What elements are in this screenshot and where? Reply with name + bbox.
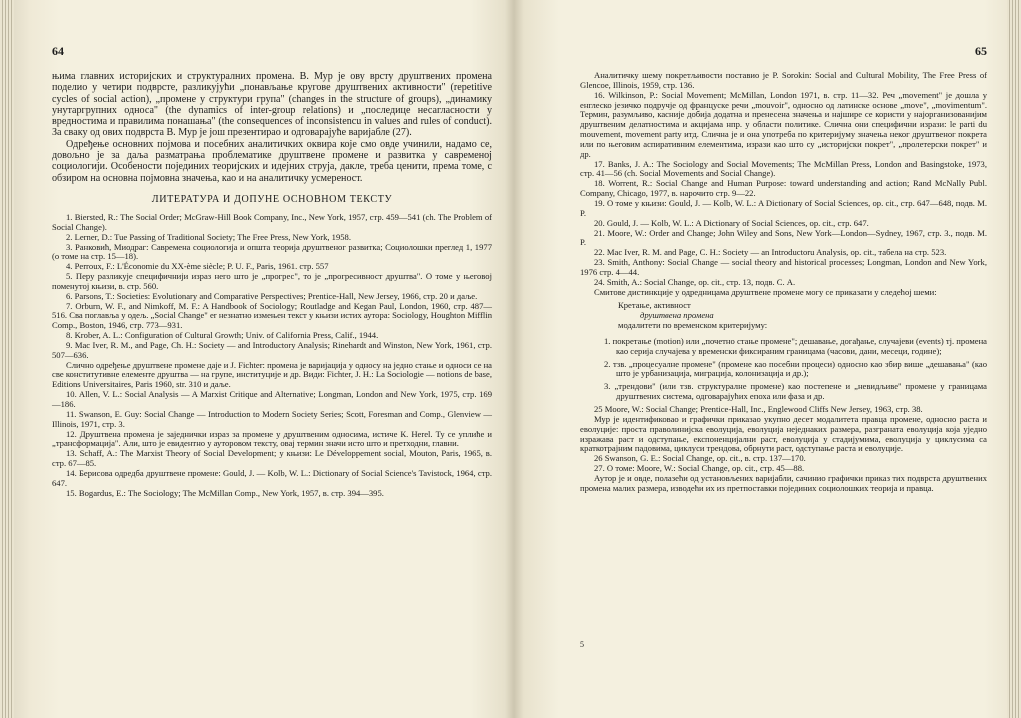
- signature-mark: 5: [580, 640, 584, 649]
- reference-item: 6. Parsons, T.: Societies: Evolutionary and Comparative Perspectives; Prentice-Hall, New Jersey, 1966, стр. 20 и даље.: [66, 290, 478, 301]
- reference-item: 9. Mac Iver, R. M., and Page, Ch. H.: Society — and Introductory Analysis; Rinehardt and Winston, New York, 1961, стр. 507—636.: [52, 339, 492, 360]
- reference-item: 3. Ранковић, Миодраг: Савремена социологија и општа теорија друштвеног развитка; Социолошки преглед 1, 1977 (о томе на стр. 15—18).: [52, 241, 492, 262]
- reference-item: Мур је идентификовао и графички приказао укупно десет модалитета правца промене, односно раста и еволуције: проста праволинијска еволуција, еволуција неједнаких размера, разграната еволуција која уједно изражава раст и одступање, експоненцијални раст, еволуција у стадијумима, еволуција у циклусима са краткотрајним падовима, циклуси трендова, обрнути раст, одступање раста и еволуције.: [580, 413, 987, 454]
- scheme-modalities: модалитети по временском критеријуму:: [618, 320, 768, 331]
- reference-item: 18. Worrent, R.: Social Change and Human Purpose: toward understanding and action; Rand McNally Publ. Company, Chicago, 1977, в. нарочито стр. 9—22.: [580, 178, 987, 199]
- reference-item: 4. Perroux, F.: L'Économie du XX-ème siècle; P. U. F., Paris, 1961. стр. 557: [66, 261, 329, 272]
- reference-item: 14. Берисова одредба друштвене промене: Gould, J. — Kolb, W. L.: Dictionary of Social Science's Tavistock, 1964, стр. 647.: [52, 467, 492, 488]
- reference-item: 10. Allen, V. L.: Social Analysis — A Marxist Critique and Alternative; Longman, London and New York, 1975, стр. 169—186.: [52, 389, 492, 409]
- reference-item: 11. Swanson, E. Guy: Social Change — Introduction to Modern Society Series; Scott, Foresman and Comp., Glenview — Illinois, 1971, стр. 3.: [52, 408, 492, 429]
- reference-item: 23. Smith, Anthony: Social Change — social theory and historical processes; Longman, London and New York, 1976 стр. 4—44.: [580, 257, 987, 277]
- page-number-left: 64: [52, 44, 64, 58]
- reference-item: 26 Swanson, G. E.: Social Change, op. cit., в. стр. 137—170.: [594, 453, 806, 464]
- scheme-item: 3. „трендови" (или тзв. структуралне промене) као постепене и „невидљиве" промене у границама друштвених система, одговарајућих епоха или фаза и др.: [604, 381, 987, 402]
- body-paragraph: Одређење основних појмова и посебних аналитичких оквира које смо овде учинили, надамо се, довољно је за даља разматрања проблематике друштвене промене и развитка у савременој социологији. Особености појединих теоријских и идејних струја, дакле, треба ценити, према томе, с обзиром на основна појмовна значења, као и на аналитичку усмереност.: [52, 138, 492, 184]
- reference-item: Аутор је и овде, полазећи од установљених варијабли, сачинио графички приказ тих подврста друштвених промена малих размера, изводећи их из претпоставки појединих социолошких теорија и правца.: [580, 472, 987, 493]
- reference-item: 7. Orburn, W. F., and Nimkoff, M. F.: A Handbook of Sociology; Routladge and Kegan Paul, London, 1960, стр. 487—516. Сва поглавља у одељ. „Social Change" er незнатно измењен текст у књизи истих аутора: Sociology, Houghton Mifflin Comp., Boston, 1946, стр. 773—931.: [52, 300, 492, 331]
- reference-item: 12. Друштвена промена је заједнички израз за промене у друштвеним односима, истиче К. Herel. Ту се уплиће и „трансформација". Али, што је евидентно у ауторовом тексту, овај термин значи исто што и претходни, главни.: [52, 428, 492, 449]
- page-edges-right: [1007, 0, 1021, 718]
- reference-item: Аналитичку шему покретљивости поставио је P. Sorokin: Social and Cultural Mobility, The Free Press of Glencoe, Illinois, 1959, стр. 136.: [580, 70, 987, 90]
- reference-item: 17. Banks, J. A.: The Sociology and Social Movements; The McMillan Press, London and Basingstoke, 1973, стр. 41—56 (ch. Social Movements and Social Change).: [580, 158, 987, 179]
- reference-item: 20. Gould, J. — Kolb, W. L.: A Dictionary of Social Sciences, op. cit., стр. 647.: [594, 217, 869, 228]
- scheme-heading: Кретање, активност: [618, 300, 691, 311]
- reference-item: 22. Mac Iver, R. M. and Page, C. H.: Society — an Introductoru Analysis, op. cit., табела на стр. 523.: [594, 247, 947, 258]
- reference-item: 15. Bogardus, E.: The Sociology; The McMillan Comp., New York, 1957, в. стр. 394—395.: [66, 487, 384, 498]
- reference-item: 16. Wilkinson, P.: Social Movement; McMillan, London 1971, в. стр. 11—32. Реч „movement" је дошла у енглеско језичко подручје од француске речи „mouvoir", односно од латинске основе „move", „movimentum". Термин, разумљиво, касније добија додатна и пренесена значења и најшире се користи у најорганизованијим друштвеним делатностима и акцијама нпр. у области политике. Слична они специфични изрази: le parti du mouvement, movement party итд. Слична је и она употреба по критеријуму значења неког друштвеног покрета или по његовим аспиративним елементима, изрази као што су „историјски покрет", „пролетерски покрет" и др.: [580, 89, 987, 159]
- reference-item: 2. Lerner, D.: Tue Passing of Traditional Society; The Free Press, New York, 1958.: [66, 231, 351, 242]
- right-page: [514, 0, 1021, 718]
- reference-item: Смитове дистинкције у одредницама друштвене промене могу се приказати у следећој шеми:: [594, 286, 937, 297]
- reference-item: 1. Biersted, R.: The Social Order; McGraw-Hill Book Company, Inc., New York, 1957, стр. 459—541 (ch. The Problem of Social Change).: [52, 211, 492, 232]
- scheme-item: 2. тзв. „процесуалне промене" (промене као посебни процеси) односно као збир више „дешавања" (као што је урбанизација, миграција, колонизација и др.);: [604, 358, 987, 379]
- reference-item: 13. Schaff, A.: The Marxist Theory of Social Development; у књизи: Le Développement social, Mouton, Paris, 1965, в. стр. 67—85.: [52, 448, 492, 469]
- reference-item: 19. О томе у књизи: Gould, J. — Kolb, W. L.: A Dictionary of Social Sciences, op. cit., стр. 647—648, подв. M. P.: [580, 197, 987, 218]
- reference-item: 8. Krober, A. L.: Configuration of Cultural Growth; Univ. of California Press, Calif., 1944.: [66, 330, 379, 341]
- reference-item: 25 Moore, W.: Social Change; Prentice-Hall, Inc., Englewood Cliffs New Jersey, 1963, стр. 38.: [594, 404, 923, 414]
- reference-item: 5. Перу разликује специфичнији израз него што је „прогрес", то је „прогресивност друштва". О томе у његовој поменутој књизи, в. стр. 560.: [52, 271, 492, 291]
- page-number-right: 65: [975, 44, 987, 58]
- section-heading: ЛИТЕРАТУРА И ДОПУНЕ ОСНОВНОМ ТЕКСТУ: [151, 193, 393, 205]
- reference-item: 27. О томе: Moore, W.: Social Change, op. cit., стр. 45—88.: [594, 463, 805, 474]
- reference-item: 21. Moore, W.: Order and Change; John Wiley and Sons, New York—London—Sydney, 1967, стр. 3., подв. M. P.: [580, 227, 987, 248]
- reference-item: Слично одређење друштвене промене даје и J. Fichter: промена је варијација у односу на једно стање и односи се на све конститутивне елементе друштва — на групе, институције и др. Види: Fichter, J. H.: La Sociologie — notions de base, Editions Universitaires, Paris 1960, str. 310 и даље.: [52, 359, 492, 390]
- scheme-item: 1. покретање (motion) или „почетно стање промене"; дешавање, догађање, случајеви (events) тј. промена као серија случајева у временски фиксираним границама (часови, дани, месеци, године);: [604, 335, 987, 356]
- page-edges-left: [0, 0, 14, 718]
- reference-item: 24. Smith, A.: Social Change, op. cit., стр. 13, подв. С. А.: [594, 276, 796, 287]
- scheme-subheading: друштвена промена: [640, 310, 714, 321]
- body-paragraph: њима главних историјских и структуралних промена. В. Мур је ову врсту друштвених промена поделио у четири подврсте, разликујући „понављање кругове друштвених активности" (repetitive cycles of social action), „промене у структури група" (changes in the structure of groups), „динамику унутаргрупних односа" (the dynamics of inter-group relations) и „последице несагласности у вредностима и правилима понашања" (the consequences of inconsistencu in values and rules of conduct). За свaку од ових подврста В. Мур је још презентирао и одговарајуће варијабле (27).: [52, 71, 492, 139]
